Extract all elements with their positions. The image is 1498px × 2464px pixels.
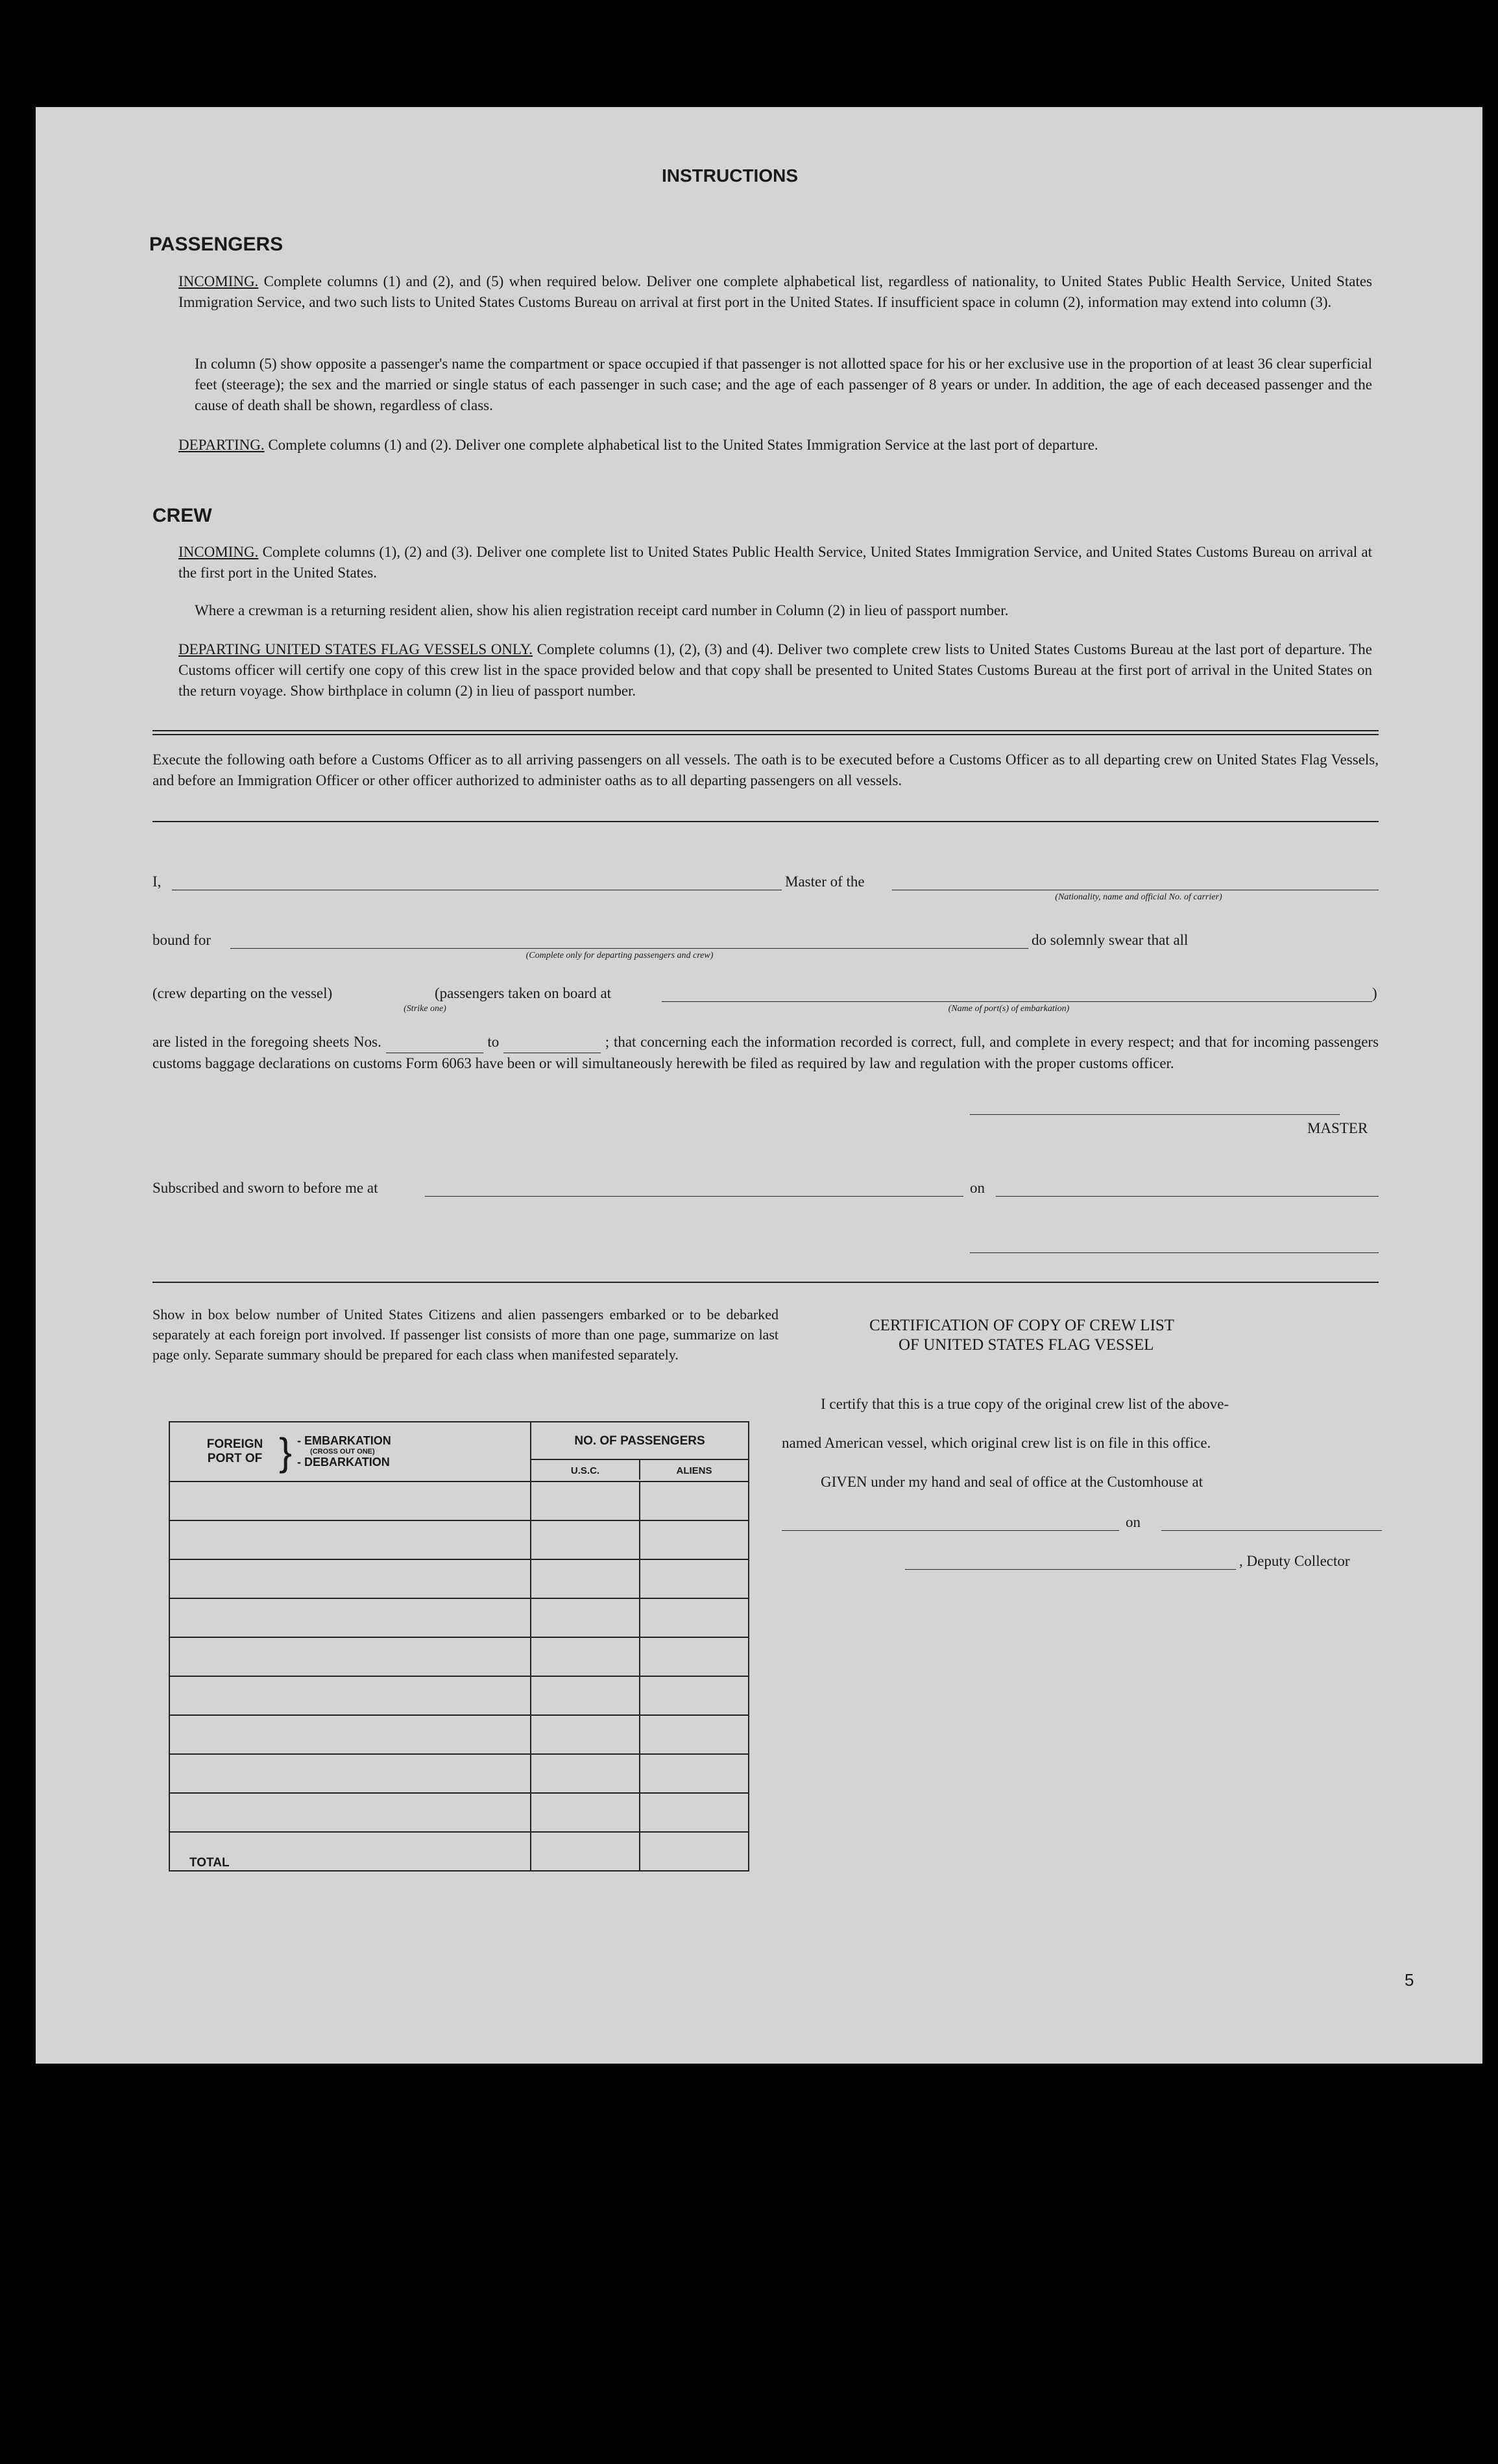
passengers-departing: [178, 435, 1372, 456]
complete-caption: (Complete only for departing passengers and crew): [526, 951, 714, 960]
table-row: [169, 1676, 749, 1715]
divider: [152, 821, 1379, 822]
usc-cell[interactable]: [531, 1482, 640, 1520]
page-title: INSTRUCTIONS: [662, 165, 798, 186]
port-cell[interactable]: [169, 1559, 531, 1598]
total-label-cell: [169, 1832, 531, 1871]
crew-incoming-label: INCOMING.: [178, 544, 259, 560]
cert-date-line[interactable]: [1161, 1530, 1382, 1531]
total-aliens-cell[interactable]: [640, 1832, 749, 1871]
port-cell[interactable]: [169, 1754, 531, 1793]
col-cross: (CROSS OUT ONE): [310, 1448, 375, 1456]
port-cell[interactable]: [169, 1520, 531, 1559]
crew-incoming-text: Complete columns (1), (2) and (3). Deliver one complete list to United States Public Health Service, United States Immigration Service, and United States Customs Bureau on arrival at the first port in the United States.: [178, 544, 1373, 581]
usc-cell[interactable]: [531, 1520, 640, 1559]
crew-departing-option: (crew departing on the vessel): [152, 985, 333, 1001]
sheet-to-field[interactable]: [503, 1032, 601, 1053]
strike-caption: (Strike one): [404, 1004, 446, 1014]
sworn-on-label: on: [970, 1180, 985, 1196]
passengers-taken-option: (passengers taken on board at: [435, 985, 612, 1001]
nationality-caption: (Nationality, name and official No. of carrier): [1055, 892, 1222, 902]
deputy-collector-label: , Deputy Collector: [1239, 1553, 1350, 1569]
passengers-departing-text: Complete columns (1) and (2). Deliver one complete alphabetical list to the United States Immigration Service at the last port of departure.: [268, 437, 1098, 453]
table-row: [169, 1598, 749, 1637]
oath-i-label: I,: [152, 873, 162, 890]
listed-statement: [152, 1032, 1379, 1074]
port-cell[interactable]: [169, 1598, 531, 1637]
aliens-cell[interactable]: [640, 1715, 749, 1754]
usc-cell[interactable]: [531, 1793, 640, 1832]
aliens-cell[interactable]: [640, 1520, 749, 1559]
table-row: [169, 1482, 749, 1520]
master-of-label: Master of the: [785, 873, 865, 890]
port-cell[interactable]: [169, 1715, 531, 1754]
cert-heading-1: CERTIFICATION OF COPY OF CREW LIST: [869, 1317, 1175, 1334]
usc-cell[interactable]: [531, 1598, 640, 1637]
table-row: [169, 1559, 749, 1598]
usc-cell[interactable]: [531, 1715, 640, 1754]
passengers-incoming-text: Complete columns (1) and (2), and (5) when required below. Deliver one complete alphabetical list, regardless of nationality, to United States Public Health Service, United States Immigration Service, and two such lists to United States Customs Bureau on arrival at first port in the United States. If insufficient space in column (2), information may extend into column (3).: [178, 273, 1372, 310]
page-number: 5: [1405, 1970, 1414, 1990]
num-header-cell: [531, 1422, 749, 1482]
summary-instruction: Show in box below number of United States Citizens and alien passengers embarked or to be debarked separately at each foreign port involved. If passenger list consists of more than one page, summarize on last page only. Separate summary should be prepared for each class when manifested separately.: [152, 1306, 779, 1363]
subscribed-label: Subscribed and sworn to before me at: [152, 1180, 378, 1196]
officer-signature-line[interactable]: [970, 1252, 1379, 1253]
total-label: TOTAL: [189, 1856, 230, 1870]
sheet-from-field[interactable]: [386, 1032, 483, 1053]
port-cell[interactable]: [169, 1793, 531, 1832]
cert-given: GIVEN under my hand and seal of office at the Customhouse at: [821, 1474, 1203, 1490]
port-header-cell: [169, 1422, 531, 1482]
brace: }: [279, 1430, 293, 1474]
usc-cell[interactable]: [531, 1637, 640, 1676]
col-embark: - EMBARKATION: [297, 1434, 391, 1447]
listed-text: are listed in the foregoing sheets Nos.: [152, 1034, 381, 1050]
form-sheet: [36, 107, 1482, 2064]
usc-cell[interactable]: [531, 1559, 640, 1598]
divider: [152, 1282, 1379, 1283]
crew-departing-label: DEPARTING UNITED STATES FLAG VESSELS ONLY.: [178, 641, 533, 657]
crew-resident: Where a crewman is a returning resident alien, show his alien registration receipt card number in Column (2) in lieu of passport number.: [195, 602, 1009, 618]
to-label: to: [487, 1034, 500, 1050]
total-row: [169, 1832, 749, 1871]
divider: [152, 730, 1379, 731]
crew-departing: [178, 639, 1372, 701]
close-paren: ): [1372, 985, 1377, 1001]
deputy-collector-line[interactable]: [905, 1569, 1236, 1570]
passengers-incoming-label: INCOMING.: [178, 273, 259, 289]
cert-on-label: on: [1126, 1514, 1141, 1530]
passengers-incoming: [178, 271, 1372, 313]
col-num: NO. OF PASSENGERS: [531, 1422, 748, 1460]
passengers-departing-label: DEPARTING.: [178, 437, 265, 453]
crew-departing-text: Complete columns (1), (2), (3) and (4). Deliver two complete crew lists to United States Customs Bureau at the last port of departure. The Customs officer will certify one copy of this crew list in the space provided below and that copy shall be presented to United States Customs Bureau at the first port of arrival in the United States on the return voyage. Show birthplace in column (2) in lieu of passport number.: [178, 641, 1373, 699]
aliens-cell[interactable]: [640, 1559, 749, 1598]
embarkation-ports-line[interactable]: [662, 1001, 1372, 1002]
cert-text-2: named American vessel, which original crew list is on file in this office.: [782, 1435, 1211, 1451]
customhouse-line[interactable]: [782, 1530, 1119, 1531]
col-aliens: ALIENS: [676, 1465, 712, 1476]
table-row: [169, 1715, 749, 1754]
table-row: [169, 1754, 749, 1793]
col-port: FOREIGN PORT OF: [206, 1437, 263, 1465]
usc-cell[interactable]: [531, 1676, 640, 1715]
total-usc-cell[interactable]: [531, 1832, 640, 1871]
divider: [152, 734, 1379, 735]
aliens-cell[interactable]: [640, 1637, 749, 1676]
aliens-cell[interactable]: [640, 1598, 749, 1637]
port-cell[interactable]: [169, 1637, 531, 1676]
passengers-column5: In column (5) show opposite a passenger's name the compartment or space occupied if that passenger is not allotted space for his or her exclusive use in the proportion of at least 36 clear superficial feet (steerage); the sex and the married or single status of each passenger in such case; and the age of each passenger of 8 years or under. In addition, the age of each deceased passenger and the cause of death shall be shown, regardless of class.: [195, 356, 1372, 413]
concerning-text: ; that concerning each the information recorded is correct, full, and complete in every respect; and that for incoming passengers customs baggage declarations on customs Form 6063 have been or will simultaneously herewith be filed as required by law and regulation with the proper customs officer.: [152, 1034, 1379, 1071]
crew-heading: CREW: [152, 505, 212, 526]
ports-caption: (Name of port(s) of embarkation): [948, 1004, 1070, 1014]
table-row: [169, 1520, 749, 1559]
table-row: [169, 1637, 749, 1676]
master-signature-line[interactable]: [970, 1114, 1340, 1115]
solemnly-swear: do solemnly swear that all: [1032, 932, 1189, 948]
bound-for-line[interactable]: [230, 948, 1028, 949]
aliens-cell[interactable]: [640, 1676, 749, 1715]
passengers-heading: PASSENGERS: [149, 234, 284, 255]
cert-text-1: I certify that this is a true copy of the original crew list of the above-: [821, 1396, 1229, 1412]
sworn-place-line[interactable]: [425, 1196, 963, 1197]
crew-incoming: [178, 542, 1372, 583]
aliens-cell[interactable]: [640, 1754, 749, 1793]
port-cell[interactable]: [169, 1676, 531, 1715]
cert-heading-2: OF UNITED STATES FLAG VESSEL: [899, 1336, 1154, 1354]
bound-for-label: bound for: [152, 932, 211, 948]
aliens-cell[interactable]: [640, 1793, 749, 1832]
usc-cell[interactable]: [531, 1754, 640, 1793]
port-cell[interactable]: [169, 1482, 531, 1520]
col-debark: - DEBARKATION: [297, 1456, 390, 1469]
sworn-date-line[interactable]: [996, 1196, 1379, 1197]
oath-instruction: Execute the following oath before a Customs Officer as to all arriving passengers on all vessels. The oath is to be executed before a Customs Officer as to all departing crew on United States Flag Vessels, and before an Immigration Officer or other officer authorized to administer oaths as to all departing passengers on all vessels.: [152, 751, 1379, 788]
table-row: [169, 1793, 749, 1832]
passenger-summary-table: [169, 1421, 749, 1872]
master-label: MASTER: [1307, 1120, 1368, 1136]
aliens-cell[interactable]: [640, 1482, 749, 1520]
col-usc: U.S.C.: [531, 1460, 640, 1480]
